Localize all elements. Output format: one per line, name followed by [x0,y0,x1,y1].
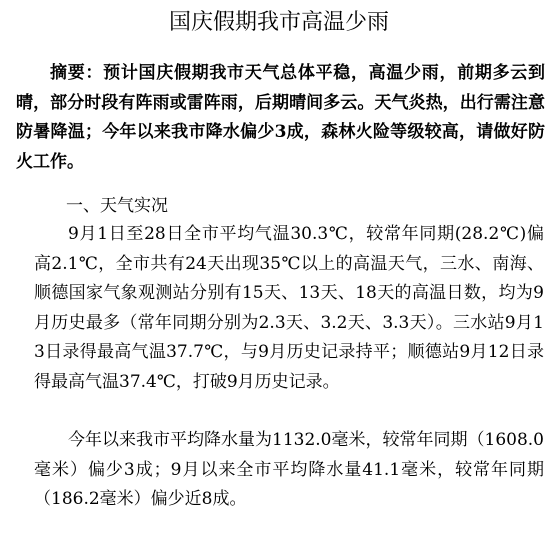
section-heading: 一、天气实况 [66,196,168,216]
body-paragraph-precipitation: 今年以来我市平均降水量为1132.0毫米，较常年同期（1608.0毫米）偏少3成；9月以来全市平均降水量41.1毫米，较常年同期（186.2毫米）偏少近8成。 [34,430,544,509]
body-paragraph-temperature: 9月1日至28日全市平均气温30.3℃，较常年同期(28.2℃)偏高2.1℃，全市共有24天出现35℃以上的高温天气，三水、南海、顺德国家气象观测站分别有15天、13天、18天的高温日数，均为9月历史最多（常年同期分别为2.3天、3.2天、3.3天）。三水站9月13日录得最高气温37.7℃，与9月历史记录持平；顺德站9月12日录得最高气温37.4℃，打破9月历史记录。 [34,224,544,392]
abstract-paragraph [16,59,545,177]
abstract-text: 预计国庆假期我市天气总体平稳，高温少雨，前期多云到晴，部分时段有阵雨或雷阵雨，后期晴间多云。天气炎热，出行需注意防暑降温；今年以来我市降水偏少3成，森林火险等级较高，请做好防火工作。 [16,63,546,172]
abstract-label: 摘要： [50,63,104,83]
document-title: 国庆假期我市高温少雨 [168,10,389,35]
